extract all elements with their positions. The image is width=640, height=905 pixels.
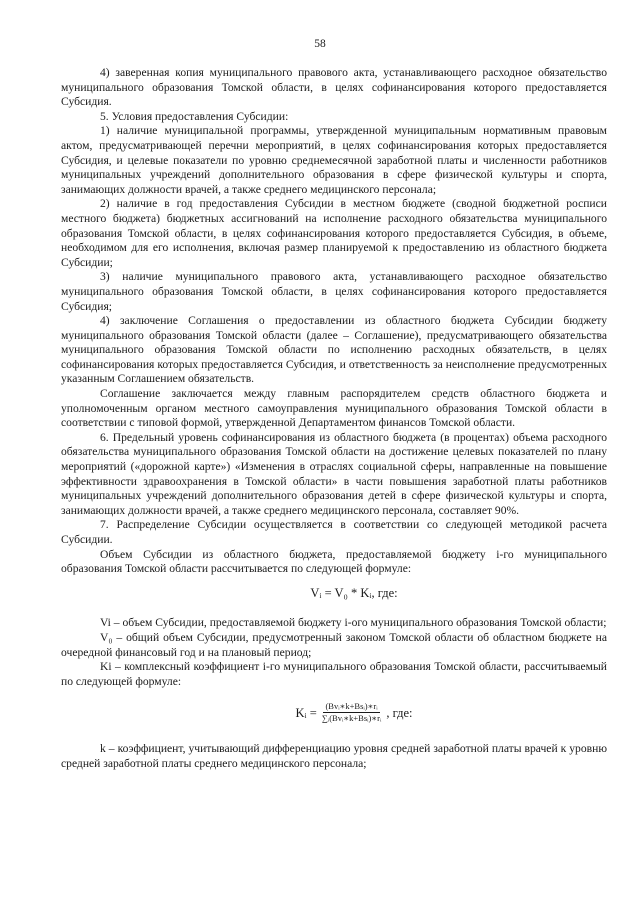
paragraph-section-7: 7. Распределение Субсидии осуществляется в соответствии со следующей методикой расчета Субсидии. <box>61 518 607 546</box>
paragraph-section-5-heading: 5. Условия предоставления Субсидии: <box>100 109 289 123</box>
paragraph-condition-1: 1) наличие муниципальной программы, утвержденной муниципальным нормативным правовым актом, предусматривающей перечни мероприятий, в целях софинансирования которых предоставляется Субсидия, и целевые показатели по уровню среднемесячной заработной платы и численности работников муниципальных учреждений дополнительного образования в сфере физической культуры и спорта, занимающих должности врачей, а также среднего медицинского персонала; <box>61 124 607 196</box>
paragraph-def-k: k – коэффициент, учитывающий дифференциацию уровня средней заработной платы врачей к уровню средней заработной платы среднего медицинского персонала; <box>61 742 607 770</box>
paragraph-def-vi: Vi – объем Субсидии, предоставляемой бюджету i-ого муниципального образования Томской области; <box>100 616 607 630</box>
paragraph-condition-3: 3) наличие муниципального правового акта, устанавливающего расходное обязательство муниципального образования Томской области, в целях софинансирования которого предоставляется Субсидия; <box>61 270 607 313</box>
document-body <box>61 66 607 772</box>
formula-coefficient-ki <box>61 701 607 724</box>
paragraph-formula-intro: Объем Субсидии из областного бюджета, предоставляемой бюджету i-го муниципального образования Томской области рассчитывается по следующей формуле: <box>61 547 607 576</box>
paragraph-def-v0: V₀ – общий объем Субсидии, предусмотренный законом Томской области об областном бюджете на очередной финансовый год и на плановый период; <box>61 630 607 659</box>
paragraph-def-ki: Ki – комплексный коэффициент i-го муниципального образования Томской области, рассчитываемый по следующей формуле: <box>61 660 607 688</box>
formula-ki-tail: , где: <box>386 705 413 720</box>
formula-ki-numerator: (Bvᵢ∗k+Bsᵢ)∗rᵢ <box>325 701 378 712</box>
formula-subsidy-volume: Vᵢ = V₀ * Kᵢ, где: <box>310 585 398 600</box>
page-number: 58 <box>314 38 326 50</box>
formula-ki-fraction <box>320 701 384 724</box>
paragraph-agreement: Соглашение заключается между главным распорядителем средств областного бюджета и уполномоченным органом местного самоуправления муниципального образования Томской области в соответствии с типовой формой, утвержденной Департаментом финансов Томской области. <box>61 387 607 430</box>
paragraph-copy-of-act: 4) заверенная копия муниципального правового акта, устанавливающего расходное обязательство муниципального образования Томской области, в целях софинансирования которого предоставляется Субсидия. <box>61 66 607 109</box>
formula-ki-denominator: ∑ᵢ(Bvᵢ∗k+Bsᵢ)∗rᵢ <box>321 713 382 724</box>
formula-ki-lhs: Kᵢ = <box>295 705 317 720</box>
paragraph-section-6: 6. Предельный уровень софинансирования из областного бюджета (в процентах) объема расходного обязательства муниципального образования Томской области на достижение целевых показателей по плану мероприятий («дорожной карте») «Изменения в отраслях социальной сферы, направленные на повышение эффективности здравоохранения в Томской области» в части повышения заработной платы работников муниципальных учреждений дополнительного образования детей в сфере физической культуры и спорта, занимающих должности врачей, а также среднего медицинского персонала, составляет 90%. <box>61 430 607 517</box>
paragraph-condition-2: 2) наличие в год предоставления Субсидии в местном бюджете (сводной бюджетной росписи местного бюджета) бюджетных ассигнований на исполнение расходного обязательства муниципального образования Томской области, в целях софинансирования которого предоставляется Субсидия, в объеме, необходимом для его исполнения, включая размер планируемой к предоставлению из областного бюджета Субсидии; <box>61 197 607 269</box>
paragraph-condition-4: 4) заключение Соглашения о предоставлении из областного бюджета Субсидии бюджету муниципального образования Томской области (далее – Соглашение), предусматривающего обязательства муниципального образования Томской области по исполнению расходных обязательств, в целях софинансирования которых предоставляется Субсидия, и ответственность за неисполнение предусмотренных указанным Соглашением обязательств. <box>61 314 607 386</box>
